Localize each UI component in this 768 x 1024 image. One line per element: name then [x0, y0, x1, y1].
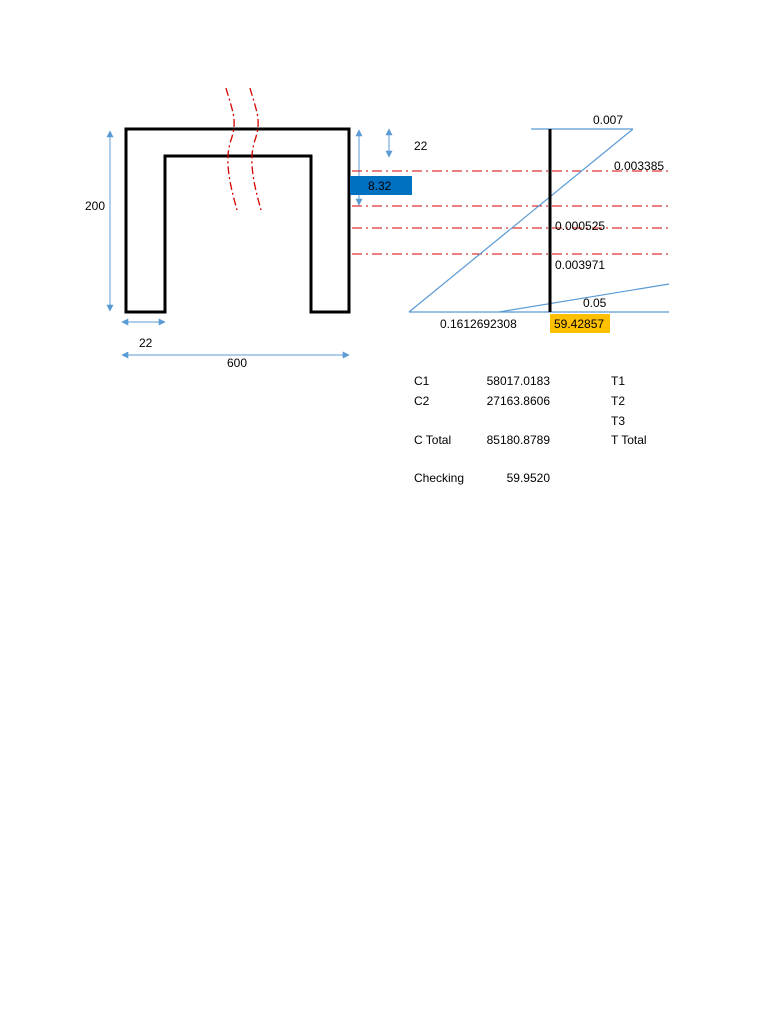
neutral-axis-value: 8.32 — [368, 179, 392, 193]
row-value-c-total: 85180.8789 — [486, 433, 550, 447]
row-label-c1: C1 — [414, 374, 430, 388]
steel-strain-label: 0.05 — [583, 296, 607, 310]
row-label-c-total: C Total — [414, 433, 452, 447]
row-value-c1: 58017.0183 — [486, 374, 550, 388]
flange-thickness-label: 22 — [414, 139, 428, 153]
section-outline — [126, 129, 349, 312]
break-line-left — [226, 88, 237, 210]
row-value-c2: 27163.8606 — [486, 394, 550, 408]
web-thickness-label: 22 — [139, 336, 153, 350]
results-table — [414, 374, 674, 494]
row-t-label-t-total: T Total — [611, 433, 647, 447]
strain-label-2: 0.000525 — [555, 219, 606, 233]
break-line-right — [250, 88, 261, 210]
checking-label: Checking — [414, 471, 465, 485]
strain-label-3: 0.003971 — [555, 258, 606, 272]
highlight-value: 59.42857 — [554, 317, 605, 331]
left-value-label: 0.1612692308 — [440, 317, 517, 331]
top-strain-label: 0.007 — [593, 113, 624, 127]
row-t-label-t3: T3 — [611, 414, 626, 428]
strain-label-1: 0.003385 — [614, 159, 665, 173]
width-label: 600 — [227, 356, 248, 370]
row-t-label-t1: T1 — [611, 374, 626, 388]
row-t-label-t2: T2 — [611, 394, 626, 408]
height-label: 200 — [85, 199, 106, 213]
checking-value: 59.9520 — [506, 471, 550, 485]
row-label-c2: C2 — [414, 394, 430, 408]
